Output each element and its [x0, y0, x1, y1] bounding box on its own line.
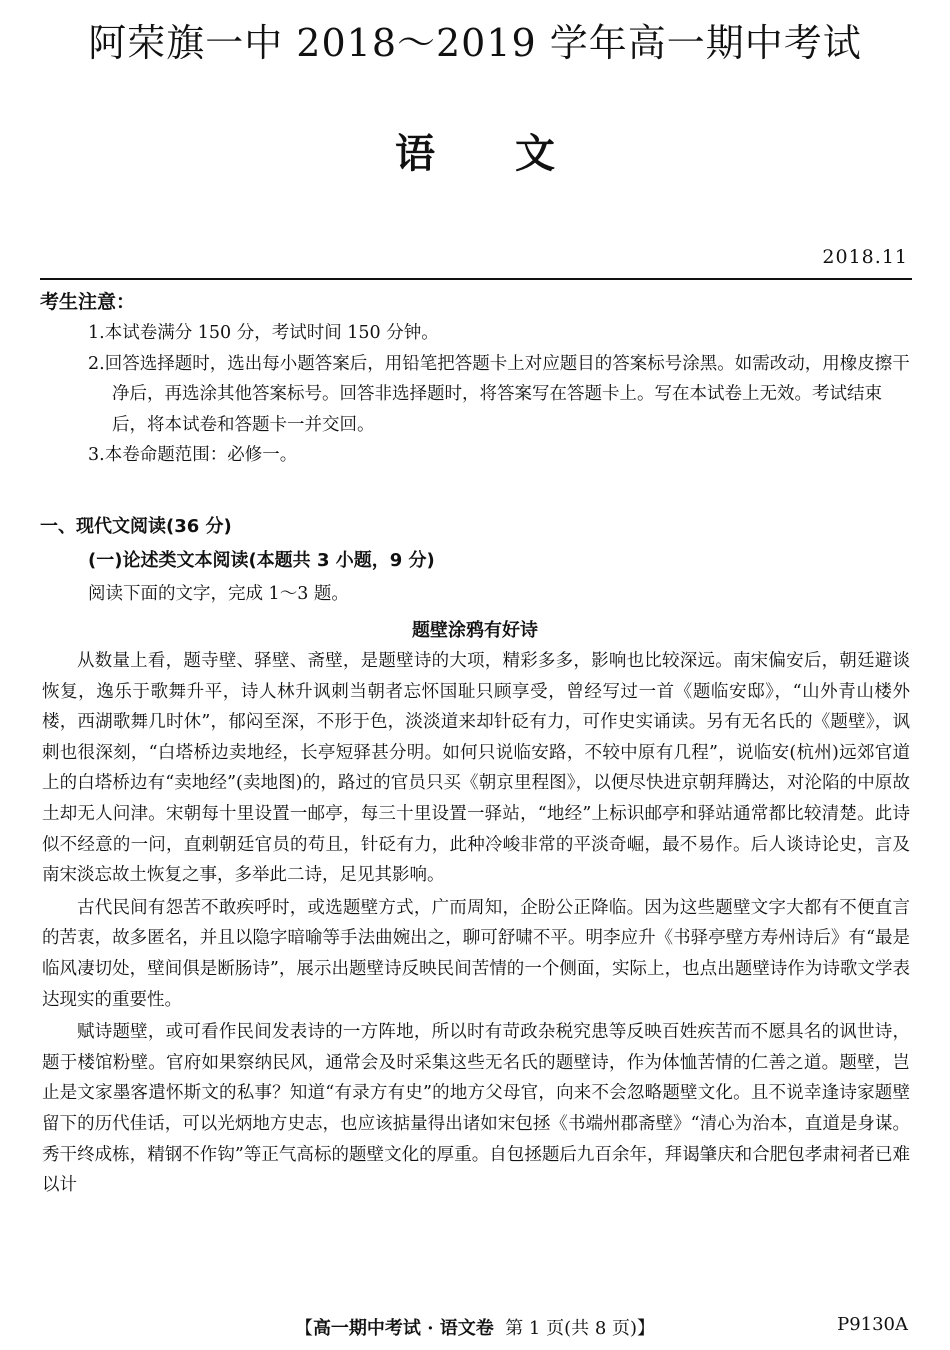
- article-body: [42, 646, 910, 1203]
- notice-item: 2.回答选择题时，选出每小题答案后，用铅笔把答题卡上对应题目的答案标号涂黑。如需改动，用橡皮擦干净后，再选涂其他答案标号。回答非选择题时，将答案写在答题卡上。写在本试卷上无效。考试结束后，将本试卷和答题卡一并交回。: [88, 353, 910, 435]
- paper-code: P9130A: [837, 1314, 908, 1335]
- notice-item: 1.本试卷满分 150 分，考试时间 150 分钟。: [88, 323, 439, 343]
- exam-title: 阿荣旗一中 2018～2019 学年高一期中考试: [88, 21, 862, 65]
- page-footer: [0, 1314, 950, 1340]
- header-divider: [40, 278, 912, 280]
- footer-label: 高一期中考试 · 语文卷: [312, 1318, 494, 1339]
- footer-bracket-left: 【: [294, 1318, 313, 1339]
- footer-page-number: 第 1 页(共 8 页): [505, 1318, 638, 1339]
- subsection-heading: (一)论述类文本阅读(本题共 3 小题，9 分): [88, 550, 435, 571]
- footer-bracket-right: 】: [637, 1318, 656, 1339]
- article-title: 题壁涂鸦有好诗: [412, 620, 538, 641]
- article-paragraph: 古代民间有怨苦不敢疾呼时，或选题壁方式，广而周知，企盼公正降临。因为这些题壁文字大都有不便直言的苦衷，故多匿名，并且以隐字暗喻等手法曲婉出之，聊可舒啸不平。明李应升《书驿亭壁方寿州诗后》有“最是临风凄切处，壁间俱是断肠诗”，展示出题壁诗反映民间苦情的一个侧面，实际上，也点出题壁诗作为诗歌文学表达现实的重要性。: [42, 897, 910, 1010]
- section-heading: 一、现代文阅读(36 分): [40, 516, 232, 537]
- notice-item: 3.本卷命题范围：必修一。: [88, 445, 298, 465]
- notice-list: [88, 318, 913, 471]
- reading-instruction: 阅读下面的文字，完成 1～3 题。: [88, 584, 349, 604]
- article-paragraph: 赋诗题壁，或可看作民间发表诗的一方阵地，所以时有苛政杂税究患等反映百姓疾苦而不愿具名的讽世诗，题于楼馆粉壁。官府如果察纳民风，通常会及时采集这些无名氏的题壁诗，作为体恤苦情的仁善之道。题壁，岂止是文家墨客遣怀斯文的私事？知道“有录方有史”的地方父母官，向来不会忽略题壁文化。且不说幸逢诗家题壁留下的历代佳话，可以光炳地方史志，也应该掂量得出诸如宋包拯《书端州郡斋壁》“清心为治本，直道是身谋。秀干终成栋，精钢不作钩”等正气高标的题壁文化的厚重。自包拯题后九百余年，拜谒肇庆和合肥包孝肃祠者已难以计: [42, 1022, 910, 1196]
- notice-heading: 考生注意：: [40, 291, 136, 313]
- article-paragraph: 从数量上看，题寺壁、驿壁、斋壁，是题壁诗的大项，精彩多多，影响也比较深远。南宋偏安后，朝廷避谈恢复，逸乐于歌舞升平，诗人林升讽刺当朝者忘怀国耻只顾享受，曾经写过一首《题临安邸》，“山外青山楼外楼，西湖歌舞几时休”，郁闷至深，不形于色，淡淡道来却针砭有力，可作史实诵读。另有无名氏的《题壁》，讽刺也很深刻，“白塔桥边卖地经，长亭短驿甚分明。如何只说临安路，不较中原有几程”，说临安(杭州)远郊官道上的白塔桥边有“卖地经”(卖地图)的，路过的官员只买《朝京里程图》，以便尽快进京朝拜腾达，对沦陷的中原故土却无人问津。宋朝每十里设置一邮亭，每三十里设置一驿站，“地经”上标识邮亭和驿站通常都比较清楚。此诗似不经意的一问，直刺朝廷官员的苟且，针砭有力，此种冷峻非常的平淡奇崛，最不易作。后人谈诗论史，言及南宋淡忘故土恢复之事，多举此二诗，足见其影响。: [42, 651, 910, 886]
- subject-title: 语文: [395, 130, 635, 177]
- exam-date: 2018.11: [822, 246, 908, 268]
